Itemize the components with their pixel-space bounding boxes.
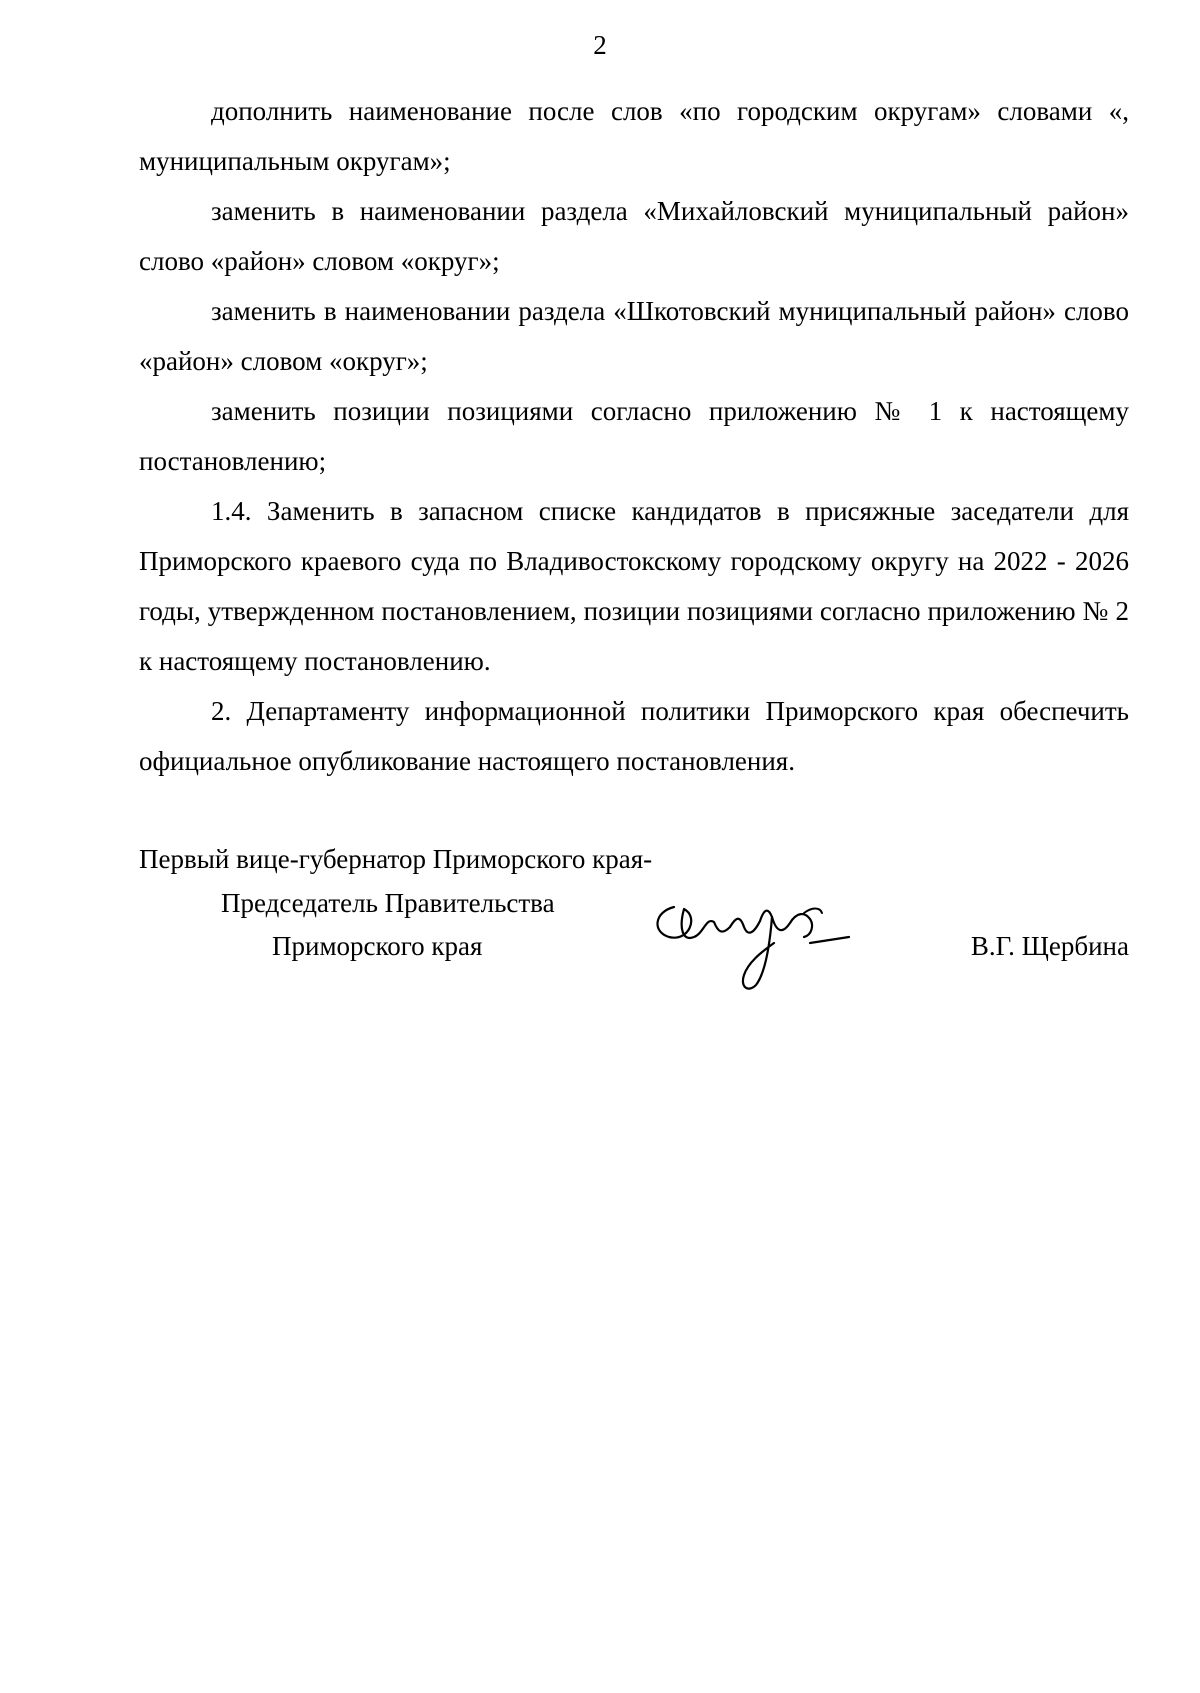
page-number: 2 <box>593 30 607 60</box>
signatory-title-line-1: Первый вице-губернатор Приморского края- <box>139 844 653 874</box>
paragraph-4: заменить позиции позициями согласно приложению № 1 к настоящему постановлению; <box>139 396 1129 476</box>
signatory-name: В.Г. Щербина <box>970 931 1129 961</box>
paragraph-5: 1.4. Заменить в запасном списке кандидатов в присяжные заседатели для Приморского краевого суда по Владивостокскому городскому округу на 2022 - 2026 годы, утвержденном постановлением, позиции позициями согласно приложению № 2 к настоящему постановлению. <box>139 496 1129 676</box>
handwritten-signature <box>644 887 854 997</box>
signature-block <box>139 842 1129 1002</box>
signatory-title-line-3: Приморского края <box>272 931 483 961</box>
paragraph-2: заменить в наименовании раздела «Михайловский муниципальный район» слово «район» словом «округ»; <box>139 196 1129 276</box>
signatory-title-line-2: Председатель Правительства <box>221 888 555 918</box>
paragraph-1: дополнить наименование после слов «по городским округам» словами «, муниципальным округам»; <box>139 96 1129 176</box>
paragraph-6: 2. Департаменту информационной политики Приморского края обеспечить официальное опубликование настоящего постановления. <box>139 696 1129 776</box>
paragraph-3: заменить в наименовании раздела «Шкотовский муниципальный район» слово «район» словом «округ»; <box>139 296 1129 376</box>
document-body <box>139 86 1129 786</box>
